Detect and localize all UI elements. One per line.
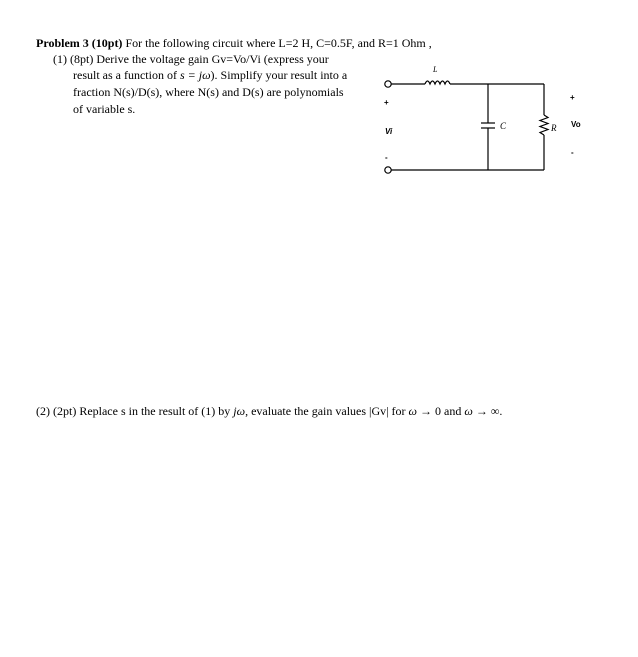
inductor xyxy=(425,81,450,84)
part1-line3: fraction N(s)/D(s), where N(s) and D(s) are polynomials xyxy=(73,85,344,99)
problem-heading: Problem 3 (10pt) xyxy=(36,36,123,50)
part2-omega-2: ω xyxy=(464,404,473,418)
output-plus-sign: + xyxy=(570,93,575,102)
part2-limit-1: → 0 and xyxy=(417,404,465,418)
part2-jw: jω xyxy=(233,404,246,418)
part1-line2-post: ). Simplify your result into a xyxy=(210,68,348,82)
part2-mid: , evaluate the gain values |Gv| for xyxy=(245,404,409,418)
part2-limit-2: → ∞. xyxy=(472,404,503,418)
input-terminal-bottom xyxy=(385,167,391,173)
part2-pre: (2) (2pt) Replace s in the result of (1) by xyxy=(36,404,234,418)
resistor xyxy=(540,115,548,135)
part1-line2-math: s = jω xyxy=(179,68,211,82)
input-minus-sign: - xyxy=(385,153,388,162)
inductor-label: L xyxy=(433,65,438,74)
part2-omega-1: ω xyxy=(408,404,417,418)
output-label: Vo xyxy=(571,120,581,129)
resistor-label: R xyxy=(551,123,557,133)
part1-line2-pre: result as a function of xyxy=(73,68,180,82)
problem-intro: For the following circuit where L=2 H, C=0.5F, and R=1 Ohm , xyxy=(125,36,432,50)
output-minus-sign: - xyxy=(571,148,574,157)
circuit-wires xyxy=(385,81,548,173)
input-plus-sign: + xyxy=(384,98,389,107)
input-terminal-top xyxy=(385,81,391,87)
part1-line4: of variable s. xyxy=(73,102,136,116)
part1-line1: (1) (8pt) Derive the voltage gain Gv=Vo/Vi (express your xyxy=(53,52,329,66)
capacitor-label: C xyxy=(500,121,507,131)
input-label: Vi xyxy=(385,127,393,136)
